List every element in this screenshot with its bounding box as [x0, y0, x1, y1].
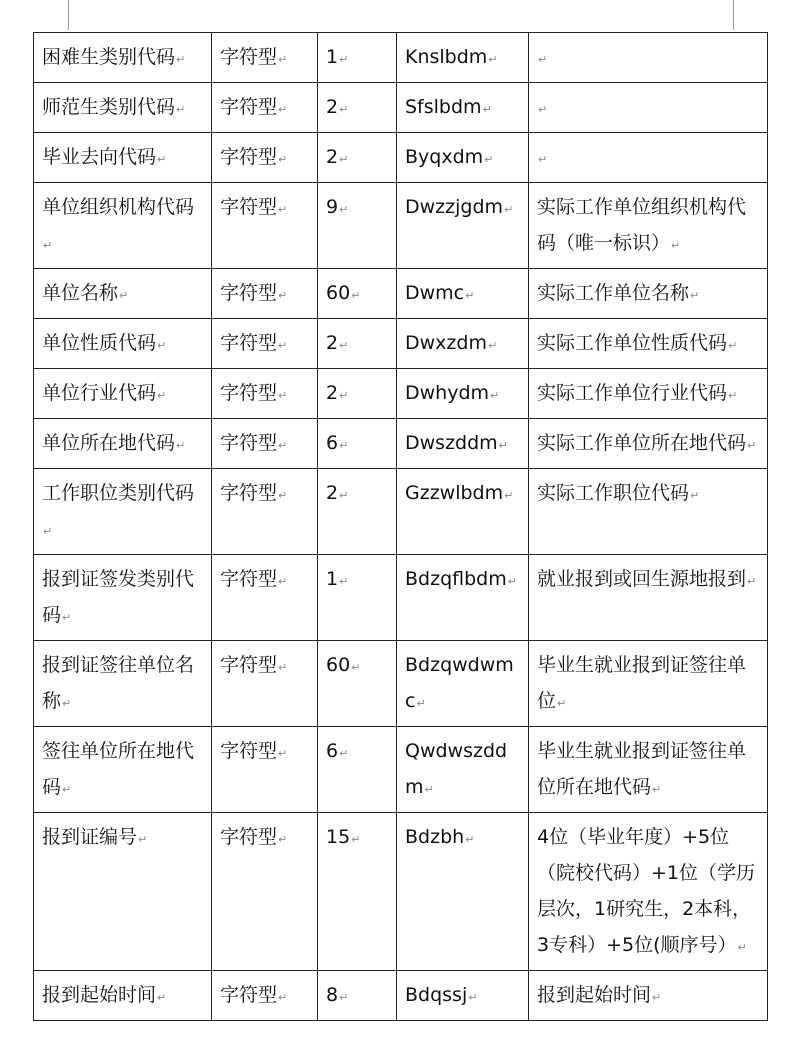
paragraph-mark-icon: ↵: [747, 575, 757, 588]
paragraph-mark-icon: ↵: [490, 389, 500, 402]
field-code-text: Gzzwlbdm: [405, 482, 504, 504]
paragraph-mark-icon: ↵: [652, 783, 662, 796]
table-row: [34, 83, 768, 133]
data-type-cell[interactable]: [212, 33, 318, 83]
description-text: 报到起始时间: [537, 984, 652, 1006]
field-code-text: Dwszddm: [405, 432, 498, 454]
paragraph-mark-icon: ↵: [278, 389, 288, 402]
paragraph-mark-icon: ↵: [278, 103, 288, 116]
length-cell[interactable]: [318, 369, 397, 419]
length-cell[interactable]: [318, 319, 397, 369]
description-text: 毕业生就业报到证签往单位所在地代码: [537, 740, 747, 798]
description-cell[interactable]: [529, 183, 768, 269]
data-type-text: 字符型: [220, 740, 278, 762]
description-cell[interactable]: [529, 319, 768, 369]
field-code-cell[interactable]: [397, 971, 529, 1021]
length-text: 9: [326, 196, 339, 218]
table-row: [34, 133, 768, 183]
table-row: [34, 33, 768, 83]
paragraph-mark-icon: ↵: [138, 833, 148, 846]
length-cell[interactable]: [318, 641, 397, 727]
field-name-text: 报到证编号: [42, 826, 138, 848]
paragraph-mark-icon: ↵: [176, 439, 186, 452]
field-name-cell[interactable]: [34, 727, 212, 813]
field-code-text: Bdzqwdwmc: [405, 654, 514, 712]
paragraph-mark-icon: ↵: [465, 833, 475, 846]
field-name-cell[interactable]: [34, 469, 212, 555]
paragraph-mark-icon: ↵: [278, 203, 288, 216]
length-text: 2: [326, 332, 339, 354]
field-code-text: Bdzqflbdm: [405, 568, 507, 590]
paragraph-mark-icon: ↵: [737, 941, 747, 954]
paragraph-mark-icon: ↵: [484, 153, 494, 166]
length-text: 1: [326, 46, 339, 68]
field-name-text: 报到证签发类别代码: [42, 568, 195, 626]
paragraph-mark-icon: ↵: [728, 389, 738, 402]
field-code-text: Sfslbdm: [405, 96, 482, 118]
field-code-text: Knslbdm: [405, 46, 488, 68]
description-cell[interactable]: [529, 33, 768, 83]
field-name-cell[interactable]: [34, 183, 212, 269]
paragraph-mark-icon: ↵: [176, 103, 186, 116]
table-row: [34, 641, 768, 727]
data-type-cell[interactable]: [212, 469, 318, 555]
paragraph-mark-icon: ↵: [339, 991, 349, 1004]
field-code-text: Qwdwszddm: [405, 740, 508, 798]
paragraph-mark-icon: ↵: [652, 991, 662, 1004]
description-cell[interactable]: [529, 727, 768, 813]
paragraph-mark-icon: ↵: [278, 833, 288, 846]
field-code-cell[interactable]: [397, 183, 529, 269]
field-name-cell[interactable]: [34, 83, 212, 133]
description-cell[interactable]: [529, 971, 768, 1021]
field-name-text: 单位所在地代码: [42, 432, 176, 454]
field-code-text: Byqxdm: [405, 146, 484, 168]
length-cell[interactable]: [318, 183, 397, 269]
description-cell[interactable]: [529, 419, 768, 469]
length-cell[interactable]: [318, 419, 397, 469]
paragraph-mark-icon: ↵: [339, 439, 349, 452]
field-code-cell[interactable]: [397, 419, 529, 469]
description-cell[interactable]: [529, 269, 768, 319]
field-code-text: Dwmc: [405, 282, 465, 304]
field-code-text: Dwhydm: [405, 382, 490, 404]
data-type-text: 字符型: [220, 984, 278, 1006]
field-code-cell[interactable]: [397, 369, 529, 419]
length-cell[interactable]: [318, 813, 397, 971]
field-name-cell[interactable]: [34, 33, 212, 83]
data-type-cell[interactable]: [212, 727, 318, 813]
field-code-cell[interactable]: [397, 727, 529, 813]
table-row: [34, 813, 768, 971]
data-type-text: 字符型: [220, 654, 278, 676]
field-code-cell[interactable]: [397, 83, 529, 133]
table-row: [34, 319, 768, 369]
length-cell[interactable]: [318, 33, 397, 83]
paragraph-mark-icon: ↵: [278, 747, 288, 760]
description-cell[interactable]: [529, 469, 768, 555]
paragraph-mark-icon: ↵: [538, 103, 548, 116]
data-type-text: 字符型: [220, 282, 278, 304]
length-cell[interactable]: [318, 727, 397, 813]
field-code-cell[interactable]: [397, 555, 529, 641]
table-row: [34, 419, 768, 469]
paragraph-mark-icon: ↵: [339, 489, 349, 502]
paragraph-mark-icon: ↵: [351, 833, 361, 846]
description-cell[interactable]: [529, 369, 768, 419]
field-code-text: Dwzzjgdm: [405, 196, 504, 218]
field-code-cell[interactable]: [397, 813, 529, 971]
field-name-cell[interactable]: [34, 641, 212, 727]
field-code-cell[interactable]: [397, 269, 529, 319]
paragraph-mark-icon: ↵: [339, 53, 349, 66]
data-type-text: 字符型: [220, 568, 278, 590]
field-name-cell[interactable]: [34, 419, 212, 469]
paragraph-mark-icon: ↵: [504, 489, 514, 502]
data-type-text: 字符型: [220, 96, 278, 118]
field-name-cell[interactable]: [34, 555, 212, 641]
paragraph-mark-icon: ↵: [747, 439, 757, 452]
table-row: [34, 971, 768, 1021]
paragraph-mark-icon: ↵: [43, 525, 53, 538]
paragraph-mark-icon: ↵: [278, 53, 288, 66]
description-cell[interactable]: [529, 555, 768, 641]
description-text: 实际工作单位所在地代码: [537, 432, 747, 454]
description-cell[interactable]: [529, 83, 768, 133]
paragraph-mark-icon: ↵: [157, 389, 167, 402]
length-cell[interactable]: [318, 83, 397, 133]
paragraph-mark-icon: ↵: [339, 339, 349, 352]
paragraph-mark-icon: ↵: [351, 289, 361, 302]
field-name-text: 报到证签往单位名称: [42, 654, 195, 712]
data-type-text: 字符型: [220, 332, 278, 354]
table-body: [34, 33, 768, 1021]
paragraph-mark-icon: ↵: [62, 783, 72, 796]
data-type-text: 字符型: [220, 196, 278, 218]
data-type-cell[interactable]: [212, 971, 318, 1021]
paragraph-mark-icon: ↵: [278, 661, 288, 674]
field-name-text: 单位性质代码: [42, 332, 157, 354]
field-name-cell[interactable]: [34, 269, 212, 319]
length-text: 1: [326, 568, 339, 590]
field-name-text: 师范生类别代码: [42, 96, 176, 118]
length-cell[interactable]: [318, 133, 397, 183]
field-name-text: 单位名称: [42, 282, 119, 304]
field-spec-table: [33, 32, 768, 1021]
paragraph-mark-icon: ↵: [351, 661, 361, 674]
length-text: 60: [326, 282, 351, 304]
paragraph-mark-icon: ↵: [278, 439, 288, 452]
paragraph-mark-icon: ↵: [504, 203, 514, 216]
paragraph-mark-icon: ↵: [339, 153, 349, 166]
description-cell[interactable]: [529, 133, 768, 183]
data-type-text: 字符型: [220, 826, 278, 848]
length-cell[interactable]: [318, 971, 397, 1021]
paragraph-mark-icon: ↵: [278, 289, 288, 302]
data-type-cell[interactable]: [212, 813, 318, 971]
paragraph-mark-icon: ↵: [538, 153, 548, 166]
description-cell[interactable]: [529, 641, 768, 727]
field-code-text: Dwxzdm: [405, 332, 487, 354]
data-type-cell[interactable]: [212, 419, 318, 469]
paragraph-mark-icon: ↵: [157, 153, 167, 166]
length-text: 60: [326, 654, 351, 676]
field-code-cell[interactable]: [397, 33, 529, 83]
field-name-text: 单位组织机构代码: [42, 196, 195, 218]
paragraph-mark-icon: ↵: [278, 575, 288, 588]
length-text: 2: [326, 96, 339, 118]
paragraph-mark-icon: ↵: [62, 611, 72, 624]
paragraph-mark-icon: ↵: [507, 575, 517, 588]
paragraph-mark-icon: ↵: [62, 697, 72, 710]
table-row: [34, 555, 768, 641]
paragraph-mark-icon: ↵: [690, 289, 700, 302]
paragraph-mark-icon: ↵: [690, 489, 700, 502]
field-code-cell[interactable]: [397, 469, 529, 555]
field-name-cell[interactable]: [34, 813, 212, 971]
paragraph-mark-icon: ↵: [339, 575, 349, 588]
paragraph-mark-icon: ↵: [468, 991, 478, 1004]
paragraph-mark-icon: ↵: [498, 439, 508, 452]
field-name-text: 报到起始时间: [42, 984, 157, 1006]
paragraph-mark-icon: ↵: [157, 991, 167, 1004]
length-text: 6: [326, 740, 339, 762]
left-margin-mark: [68, 0, 69, 30]
paragraph-mark-icon: ↵: [728, 339, 738, 352]
data-type-cell[interactable]: [212, 555, 318, 641]
table-row: [34, 183, 768, 269]
paragraph-mark-icon: ↵: [278, 153, 288, 166]
description-text: 4位（毕业年度）+5位（院校代码）+1位（学历层次，1研究生，2本科，3专科）+5位(顺序号）: [537, 826, 756, 956]
table-row: [34, 369, 768, 419]
length-text: 6: [326, 432, 339, 454]
description-cell[interactable]: [529, 813, 768, 971]
field-name-text: 签往单位所在地代码: [42, 740, 195, 798]
description-text: 实际工作单位名称: [537, 282, 690, 304]
data-type-cell[interactable]: [212, 183, 318, 269]
paragraph-mark-icon: ↵: [671, 239, 681, 252]
data-type-text: 字符型: [220, 482, 278, 504]
paragraph-mark-icon: ↵: [339, 389, 349, 402]
data-type-text: 字符型: [220, 432, 278, 454]
data-type-text: 字符型: [220, 46, 278, 68]
paragraph-mark-icon: ↵: [488, 53, 498, 66]
field-name-cell[interactable]: [34, 319, 212, 369]
length-text: 15: [326, 826, 351, 848]
paragraph-mark-icon: ↵: [482, 103, 492, 116]
length-cell[interactable]: [318, 469, 397, 555]
right-margin-mark: [733, 0, 734, 30]
table-row: [34, 269, 768, 319]
length-text: 2: [326, 482, 339, 504]
length-cell[interactable]: [318, 269, 397, 319]
data-type-cell[interactable]: [212, 319, 318, 369]
description-text: 实际工作单位性质代码: [537, 332, 728, 354]
paragraph-mark-icon: ↵: [119, 289, 129, 302]
description-text: 就业报到或回生源地报到: [537, 568, 747, 590]
data-type-cell[interactable]: [212, 269, 318, 319]
paragraph-mark-icon: ↵: [278, 489, 288, 502]
length-cell[interactable]: [318, 555, 397, 641]
paragraph-mark-icon: ↵: [416, 697, 426, 710]
paragraph-mark-icon: ↵: [538, 53, 548, 66]
field-name-text: 毕业去向代码: [42, 146, 157, 168]
description-text: 实际工作单位行业代码: [537, 382, 728, 404]
field-code-text: Bdzbh: [405, 826, 465, 848]
paragraph-mark-icon: ↵: [157, 339, 167, 352]
data-type-text: 字符型: [220, 382, 278, 404]
field-name-text: 单位行业代码: [42, 382, 157, 404]
paragraph-mark-icon: ↵: [424, 783, 434, 796]
field-name-text: 工作职位类别代码: [42, 482, 195, 504]
paragraph-mark-icon: ↵: [278, 991, 288, 1004]
field-code-cell[interactable]: [397, 641, 529, 727]
length-text: 8: [326, 984, 339, 1006]
data-type-text: 字符型: [220, 146, 278, 168]
data-type-cell[interactable]: [212, 133, 318, 183]
description-text: 毕业生就业报到证签往单位: [537, 654, 747, 712]
field-code-cell[interactable]: [397, 133, 529, 183]
field-code-text: Bdqssj: [405, 984, 468, 1006]
description-text: 实际工作职位代码: [537, 482, 690, 504]
field-name-cell[interactable]: [34, 369, 212, 419]
table-row: [34, 469, 768, 555]
paragraph-mark-icon: ↵: [278, 339, 288, 352]
paragraph-mark-icon: ↵: [465, 289, 475, 302]
field-name-cell[interactable]: [34, 133, 212, 183]
paragraph-mark-icon: ↵: [339, 203, 349, 216]
length-text: 2: [326, 146, 339, 168]
paragraph-mark-icon: ↵: [43, 239, 53, 252]
paragraph-mark-icon: ↵: [339, 103, 349, 116]
length-text: 2: [326, 382, 339, 404]
paragraph-mark-icon: ↵: [557, 697, 567, 710]
field-name-cell[interactable]: [34, 971, 212, 1021]
field-code-cell[interactable]: [397, 319, 529, 369]
data-type-cell[interactable]: [212, 83, 318, 133]
field-name-text: 困难生类别代码: [42, 46, 176, 68]
data-type-cell[interactable]: [212, 641, 318, 727]
table-row: [34, 727, 768, 813]
data-type-cell[interactable]: [212, 369, 318, 419]
paragraph-mark-icon: ↵: [339, 747, 349, 760]
description-text: 实际工作单位组织机构代码（唯一标识）: [537, 196, 747, 254]
paragraph-mark-icon: ↵: [487, 339, 498, 352]
paragraph-mark-icon: ↵: [176, 53, 186, 66]
